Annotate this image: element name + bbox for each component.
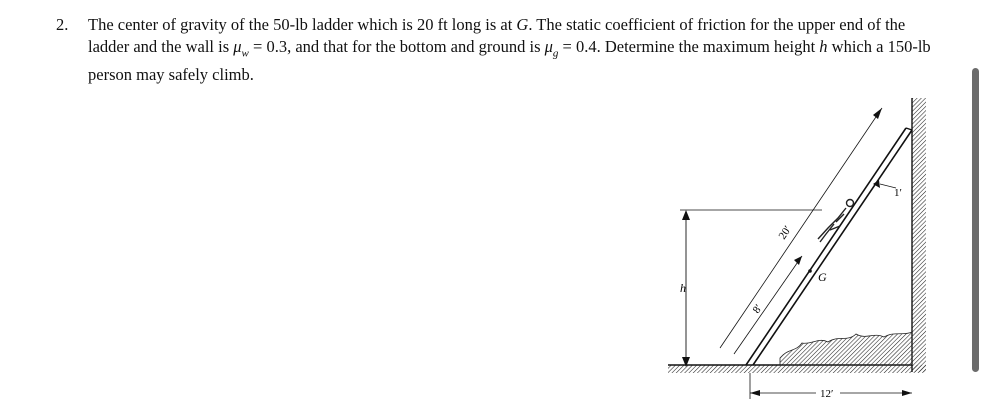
ladder-rail-lower: [750, 130, 912, 365]
label-12ft: 12′: [820, 388, 834, 400]
problem-number: 2.: [56, 15, 69, 34]
wall: [912, 98, 926, 372]
label-8ft: 8′: [750, 302, 765, 316]
vertical-scrollbar[interactable]: [972, 68, 979, 372]
label-h: h: [680, 281, 686, 295]
person-climbing: [818, 200, 854, 243]
ladder-figure: [660, 96, 950, 411]
ladder-top-cap: [906, 128, 912, 130]
center-of-gravity-mark: [808, 269, 812, 273]
label-20ft: 20′: [776, 223, 794, 242]
symbol-G: G: [516, 15, 529, 34]
ladder-diagram: [660, 96, 950, 411]
dimension-12ft-arrow-left: [750, 390, 760, 396]
dimension-20ft-arrow-top: [873, 108, 882, 119]
ground: [668, 365, 926, 373]
dimension-20ft: [720, 108, 882, 348]
symbol-h: h: [819, 37, 828, 56]
dimension-12ft-arrow-right: [902, 390, 912, 396]
label-1ft: 1′: [894, 187, 902, 199]
ladder-rail-upper: [746, 128, 906, 365]
rubble: [780, 332, 912, 365]
h-arrow-top: [682, 210, 690, 220]
problem-text: The center of gravity of the 50-lb ladder which is 20 ft long is at G. The static coefficient of friction for the upper end of the ladder and the wall is $\mu_w = 0.3$, and that for the bottom and ground is $\mu_g = 0.4$. Determine the maximum height h which a 150-lb person may safely climb.: [88, 15, 931, 85]
symbol-mu-w: $\mu_w$: [233, 37, 249, 60]
dimension-8ft: [734, 256, 802, 354]
label-G: G: [818, 270, 827, 284]
dimension-8ft-arrow: [794, 256, 802, 265]
symbol-mu-g: $\mu_g$: [544, 37, 559, 60]
